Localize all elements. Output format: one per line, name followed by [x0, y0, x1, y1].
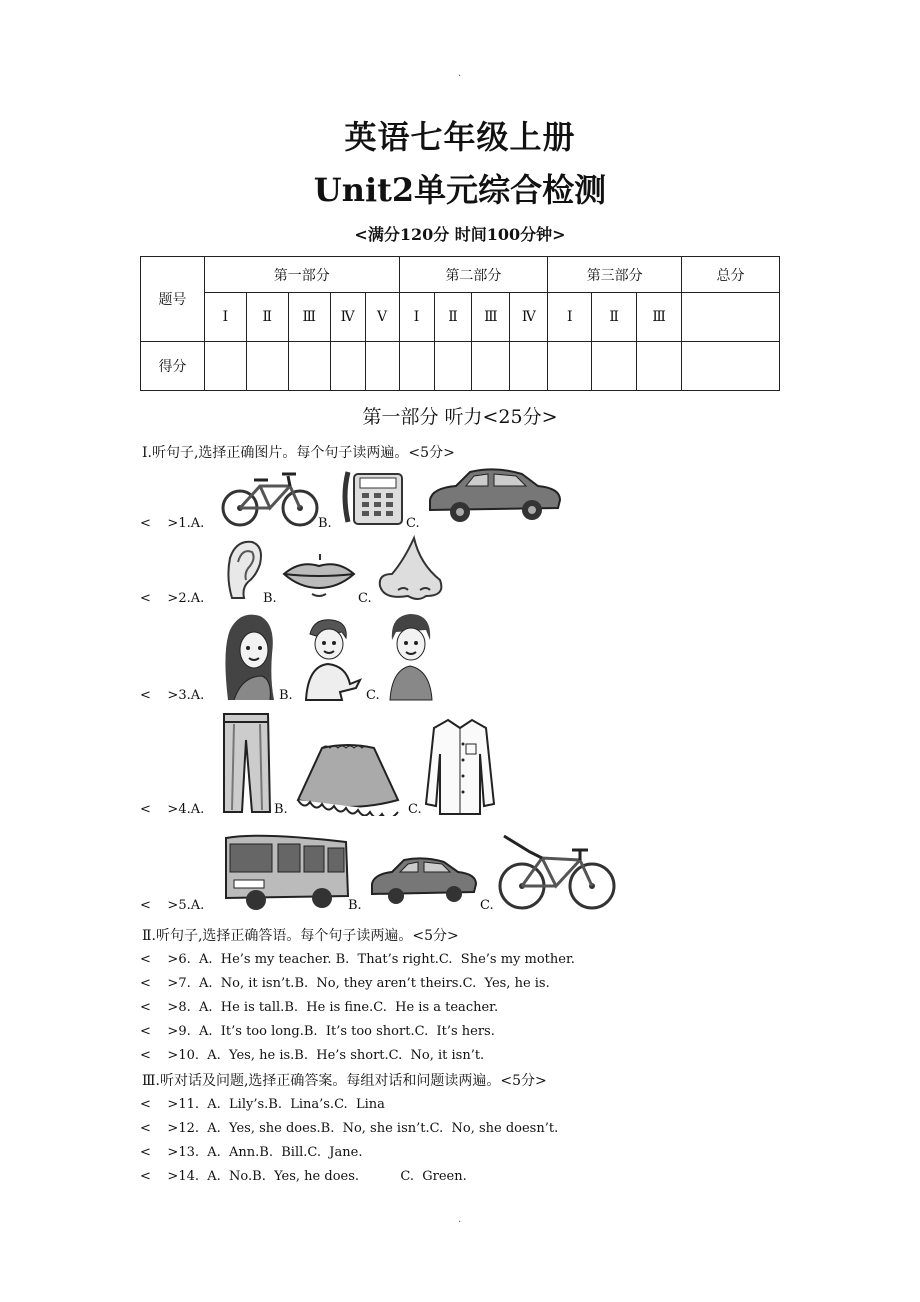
- q2-prefix: < >2.A.: [140, 591, 205, 606]
- q1-b: B.: [318, 516, 332, 531]
- q3-b: B.: [279, 688, 293, 703]
- car-icon: [426, 466, 564, 526]
- q11: < >11. A. Lily’s.B. Lina’s.C. Lina: [140, 1097, 385, 1112]
- score-table-col: Ⅲ: [288, 293, 330, 342]
- nose-icon: [374, 534, 448, 604]
- score-table-number-label: 题号: [141, 257, 205, 342]
- q8: < >8. A. He is tall.B. He is fine.C. He is a teacher.: [140, 1000, 499, 1015]
- footer-dot: .: [458, 1214, 462, 1225]
- score-table-col: Ⅱ: [246, 293, 288, 342]
- car-icon: [368, 856, 480, 908]
- score-table-part2: 第二部分: [399, 257, 548, 293]
- score-cell[interactable]: [246, 342, 288, 391]
- score-table-part3: 第三部分: [548, 257, 682, 293]
- pants-icon: [218, 710, 274, 816]
- q13: < >13. A. Ann.B. Bill.C. Jane.: [140, 1145, 363, 1160]
- q4-c: C.: [408, 802, 422, 817]
- q3-prefix: < >3.A.: [140, 688, 205, 703]
- score-table-col: Ⅳ: [330, 293, 365, 342]
- bicycle-icon: [218, 466, 322, 528]
- score-table-part1: 第一部分: [204, 257, 399, 293]
- boy-icon: [296, 614, 366, 702]
- score-table-total: 总分: [682, 257, 780, 293]
- score-cell[interactable]: [399, 342, 434, 391]
- score-table-col: Ⅲ: [472, 293, 510, 342]
- score-cell[interactable]: [365, 342, 399, 391]
- q4-prefix: < >4.A.: [140, 802, 205, 817]
- score-table: [140, 256, 780, 391]
- score-table-col: Ⅰ: [399, 293, 434, 342]
- score-cell[interactable]: [548, 342, 592, 391]
- page-title: 英语七年级上册: [344, 118, 576, 156]
- score-table-col: Ⅰ: [204, 293, 246, 342]
- section-title: 第一部分 听力<25分>: [362, 406, 558, 428]
- part1-instruction: Ⅰ.听句子,选择正确图片。每个句子读两遍。<5分>: [142, 445, 455, 461]
- score-cell[interactable]: [472, 342, 510, 391]
- girl-short-hair-icon: [382, 610, 438, 702]
- header-dot: .: [458, 68, 462, 79]
- score-table-col: Ⅱ: [592, 293, 637, 342]
- score-cell[interactable]: [330, 342, 365, 391]
- score-table-col: Ⅰ: [548, 293, 592, 342]
- q14: < >14. A. No.B. Yes, he does. C. Green.: [140, 1169, 467, 1184]
- score-cell[interactable]: [204, 342, 246, 391]
- q5-b: B.: [348, 898, 362, 913]
- q3-c: C.: [366, 688, 380, 703]
- score-table-cell: [682, 293, 780, 342]
- q12: < >12. A. Yes, she does.B. No, she isn’t.C. No, she doesn’t.: [140, 1121, 559, 1136]
- part3-instruction: Ⅲ.听对话及问题,选择正确答案。每组对话和问题读两遍。<5分>: [142, 1073, 547, 1089]
- q9: < >9. A. It’s too long.B. It’s too short.C. It’s hers.: [140, 1024, 495, 1039]
- q2-c: C.: [358, 591, 372, 606]
- score-table-col: Ⅱ: [434, 293, 472, 342]
- skirt-icon: [288, 742, 408, 816]
- score-table-col: Ⅳ: [510, 293, 548, 342]
- q1-prefix: < >1.A.: [140, 516, 205, 531]
- shirt-icon: [424, 714, 496, 816]
- mouth-icon: [280, 548, 358, 600]
- page-subtitle: Unit2单元综合检测: [313, 171, 607, 209]
- score-table-col: Ⅲ: [637, 293, 682, 342]
- score-table-col: Ⅴ: [365, 293, 399, 342]
- exam-meta: <满分120分 时间100分钟>: [354, 225, 566, 244]
- q1-c: C.: [406, 516, 420, 531]
- telephone-icon: [340, 466, 406, 528]
- bus-icon: [220, 832, 352, 912]
- q6: < >6. A. He’s my teacher. B. That’s right.C. She’s my mother.: [140, 952, 575, 967]
- q2-b: B.: [263, 591, 277, 606]
- bicycle-icon: [496, 830, 618, 912]
- ear-icon: [222, 538, 264, 602]
- score-cell[interactable]: [592, 342, 637, 391]
- score-cell[interactable]: [288, 342, 330, 391]
- score-cell[interactable]: [510, 342, 548, 391]
- q4-b: B.: [274, 802, 288, 817]
- score-cell[interactable]: [637, 342, 682, 391]
- girl-long-hair-icon: [220, 610, 278, 702]
- score-cell-total[interactable]: [682, 342, 780, 391]
- q5-c: C.: [480, 898, 494, 913]
- q5-prefix: < >5.A.: [140, 898, 205, 913]
- score-table-score-label: 得分: [141, 342, 205, 391]
- score-cell[interactable]: [434, 342, 472, 391]
- part2-instruction: Ⅱ.听句子,选择正确答语。每个句子读两遍。<5分>: [142, 928, 459, 944]
- q7: < >7. A. No, it isn’t.B. No, they aren’t theirs.C. Yes, he is.: [140, 976, 550, 991]
- q10: < >10. A. Yes, he is.B. He’s short.C. No, it isn’t.: [140, 1048, 485, 1063]
